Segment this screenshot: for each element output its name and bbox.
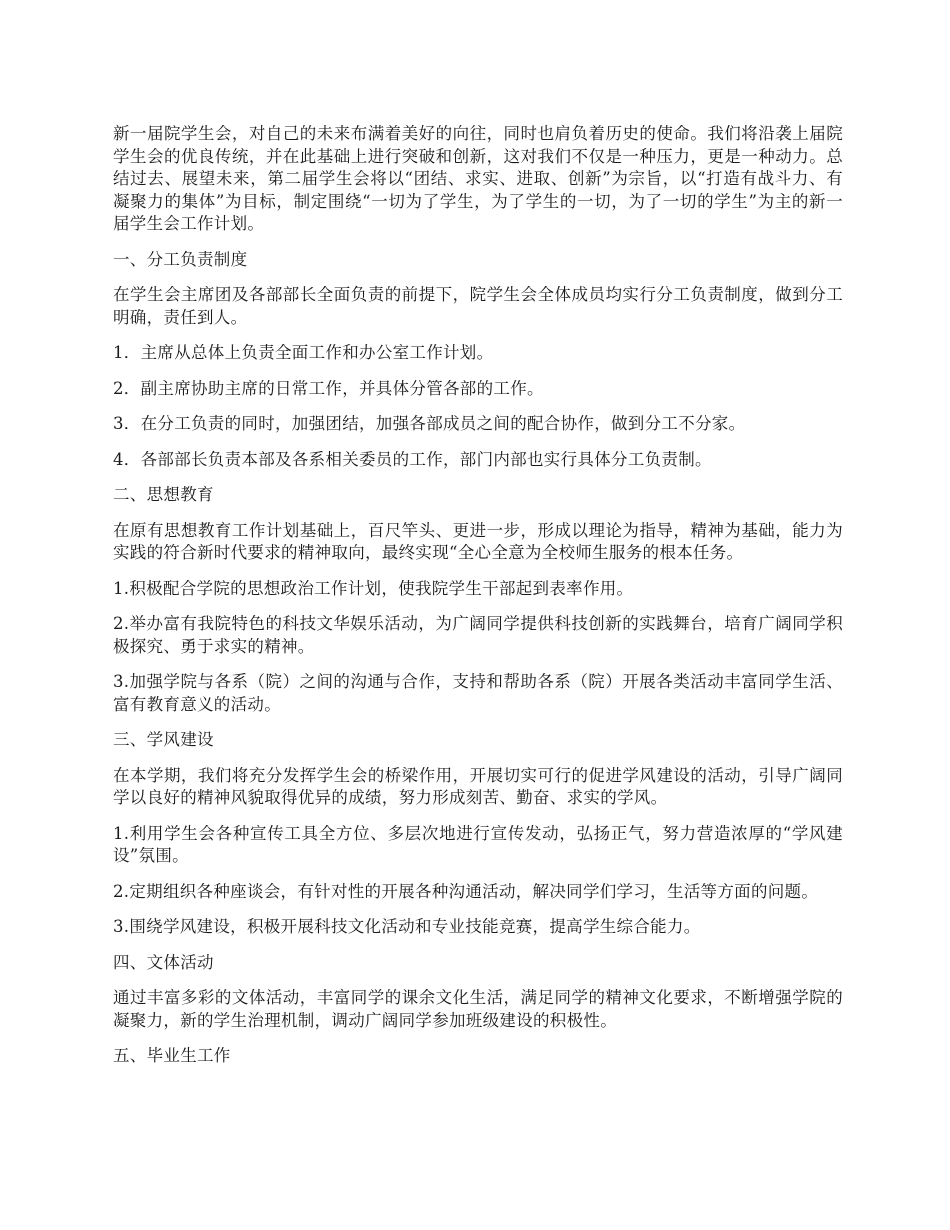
section-heading-4: 四、文体活动 [113,952,214,972]
section-heading-1: 一、分工负责制度 [113,249,248,269]
document-body [113,123,843,1081]
section-heading-2: 二、思想教育 [113,485,214,504]
list-item: 1.积极配合学院的思想政治工作计划，使我院学生干部起到表率作用。 [113,578,634,598]
list-item: 3．在分工负责的同时，加强团结，加强各部成员之间的配合协作，做到分工不分家。 [113,414,746,433]
list-item: 2．副主席协助主席的日常工作，并具体分管各部的工作。 [113,378,544,398]
list-item: 1．主席从总体上负责全面工作和办公室工作计划。 [113,343,494,362]
list-item: 3.加强学院与各系（院）之间的沟通与合作，支持和帮助各系（院）开展各类活动丰富同学生活、富有教育意义的活动。 [113,672,843,714]
paragraph: 在学生会主席团及各部部长全面负责的前提下，院学生会全体成员均实行分工负责制度，做到分工明确，责任到人。 [113,285,843,327]
intro-paragraph: 新一届院学生会，对自己的未来布满着美好的向往，同时也肩负着历史的使命。我们将沿袭上届院学生会的优良传统，并在此基础上进行突破和创新，这对我们不仅是一种压力，更是一种动力。总结过去、展望未来，第二届学生会将以“团结、求实、进取、创新”为宗旨，以“打造有战斗力、有凝聚力的集体”为目标，制定围绕“一切为了学生，为了学生的一切，为了一切的学生”为主的新一届学生会工作计划。 [113,124,843,233]
section-heading-3: 三、学风建设 [113,730,214,749]
paragraph: 在原有思想教育工作计划基础上，百尺竿头、更进一步，形成以理论为指导，精神为基础，能力为实践的符合新时代要求的精神取向，最终实现“全心全意为全校师生服务的根本任务。 [113,520,843,562]
list-item: 4．各部部长负责本部及各系相关委员的工作，部门内部也实行具体分工负责制。 [113,449,712,469]
section-heading-5: 五、毕业生工作 [113,1046,231,1065]
list-item: 2.举办富有我院特色的科技文华娱乐活动，为广阔同学提供科技创新的实践舞台，培育广阔同学积极探究、勇于求实的精神。 [113,614,843,656]
list-item: 1.利用学生会各种宣传工具全方位、多层次地进行宣传发动，弘扬正气，努力营造浓厚的“学风建设”氛围。 [113,823,843,865]
paragraph: 通过丰富多彩的文体活动，丰富同学的课余文化生活，满足同学的精神文化要求，不断增强学院的凝聚力，新的学生治理机制，调动广阔同学参加班级建设的积极性。 [113,988,843,1030]
list-item: 3.围绕学风建设，积极开展科技文化活动和专业技能竞赛，提高学生综合能力。 [113,917,701,936]
paragraph: 在本学期，我们将充分发挥学生会的桥梁作用，开展切实可行的促进学风建设的活动，引导广阔同学以良好的精神风貌取得优异的成绩，努力形成刻苦、勤奋、求实的学风。 [113,765,843,807]
list-item: 2.定期组织各种座谈会，有针对性的开展各种沟通活动，解决同学们学习，生活等方面的问题。 [113,881,819,901]
